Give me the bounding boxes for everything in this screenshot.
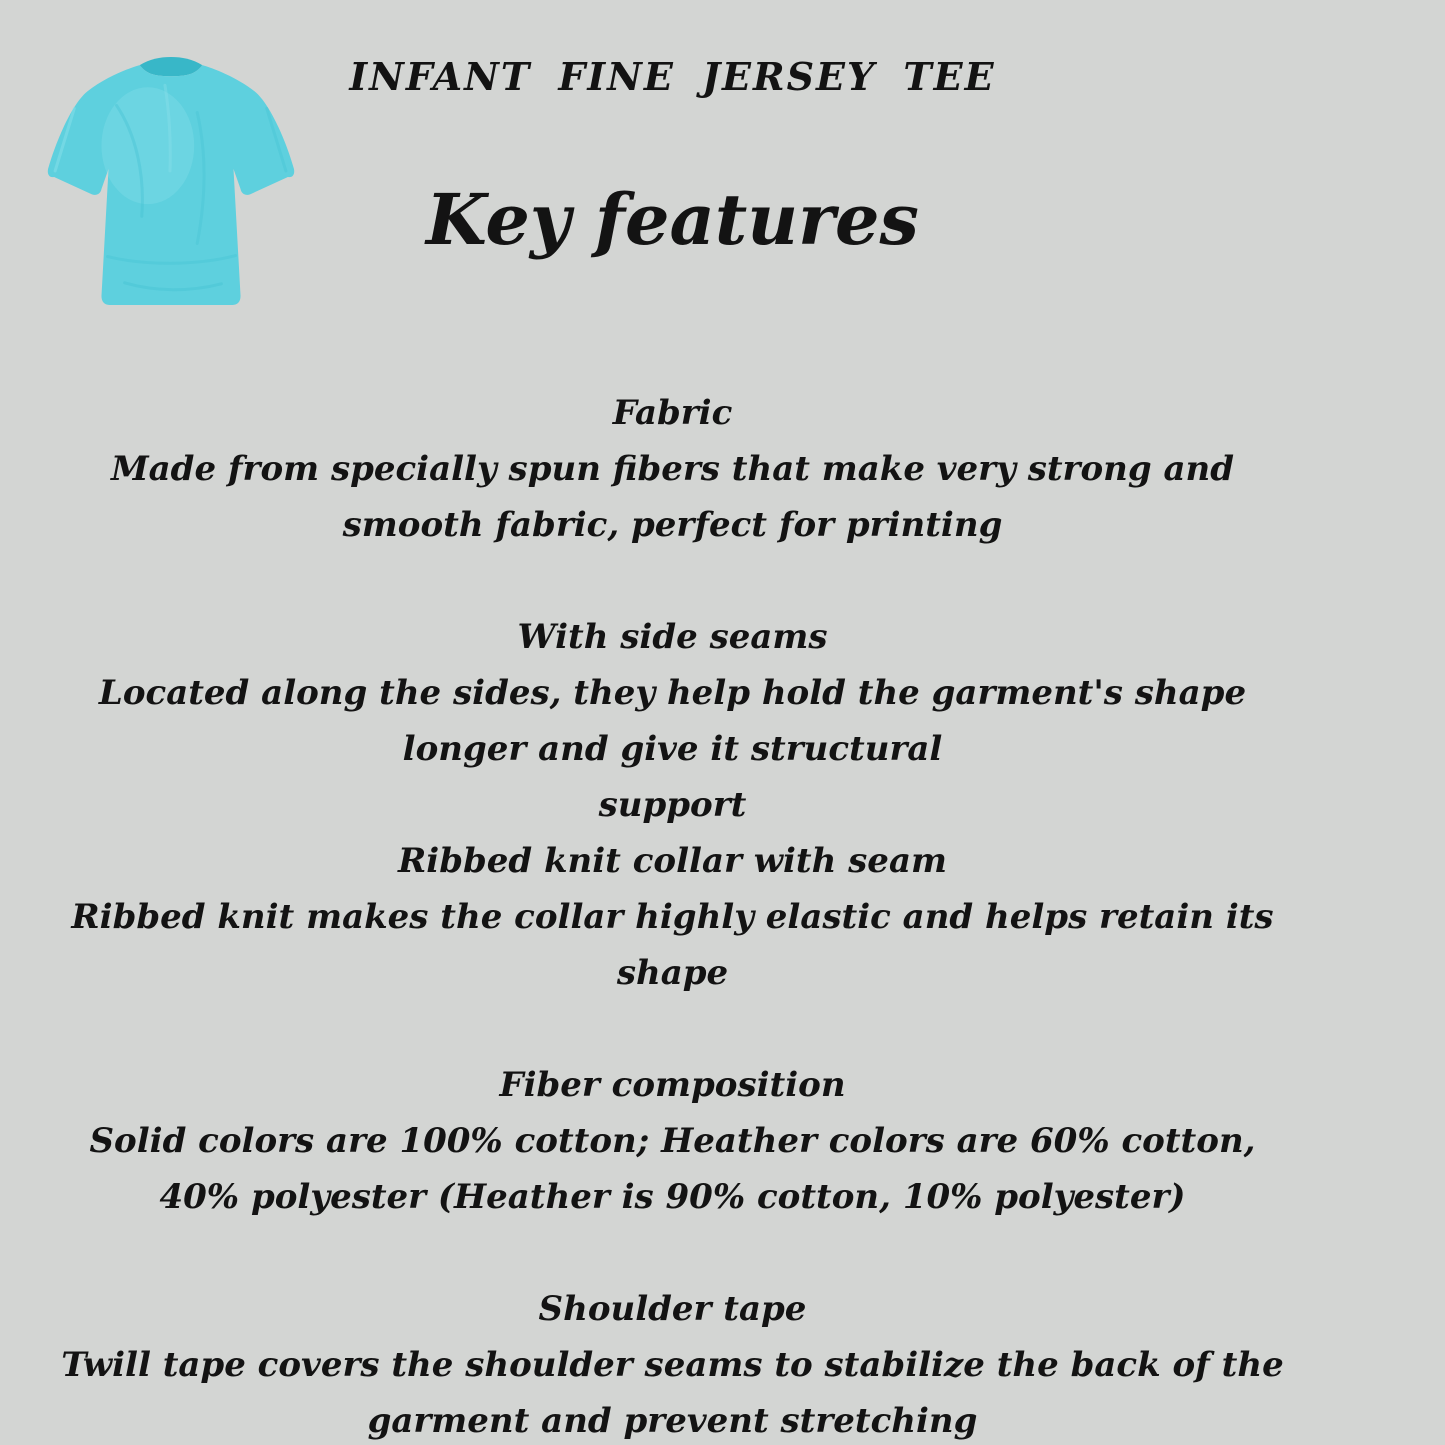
section-shoulder-tape xyxy=(0,1281,1345,1445)
feature-line: support xyxy=(598,785,747,825)
section-heading: Shoulder tape xyxy=(538,1289,807,1329)
feature-line: smooth fabric, perfect for printing xyxy=(342,505,1003,545)
feature-line: Ribbed knit makes the collar highly elastic and helps retain its xyxy=(71,897,1274,937)
feature-line: Twill tape covers the shoulder seams to stabilize the back of the xyxy=(61,1345,1284,1385)
section-fiber-composition xyxy=(0,1057,1345,1225)
section-heading: Fiber composition xyxy=(499,1065,846,1105)
feature-line: Located along the sides, they help hold the garment's shape xyxy=(98,673,1247,713)
product-name: INFANT FINE JERSEY TEE xyxy=(349,54,996,99)
feature-line: longer and give it structural xyxy=(402,729,943,769)
section-fabric xyxy=(0,385,1345,553)
feature-line: shape xyxy=(616,953,729,993)
section-side-seams xyxy=(0,609,1345,833)
features-text xyxy=(0,385,1345,1445)
section-heading: With side seams xyxy=(517,617,828,657)
feature-line: Solid colors are 100% cotton; Heather colors are 60% cotton, xyxy=(89,1121,1256,1161)
page-title: Key features xyxy=(426,178,919,261)
section-heading: Ribbed knit collar with seam xyxy=(398,841,947,881)
feature-line: garment and prevent stretching xyxy=(367,1401,978,1441)
section-heading: Fabric xyxy=(612,393,733,433)
feature-line: 40% polyester (Heather is 90% cotton, 10% polyester) xyxy=(159,1177,1186,1217)
section-ribbed-collar xyxy=(0,833,1345,1001)
feature-line: Made from specially spun fibers that make very strong and xyxy=(111,449,1234,489)
